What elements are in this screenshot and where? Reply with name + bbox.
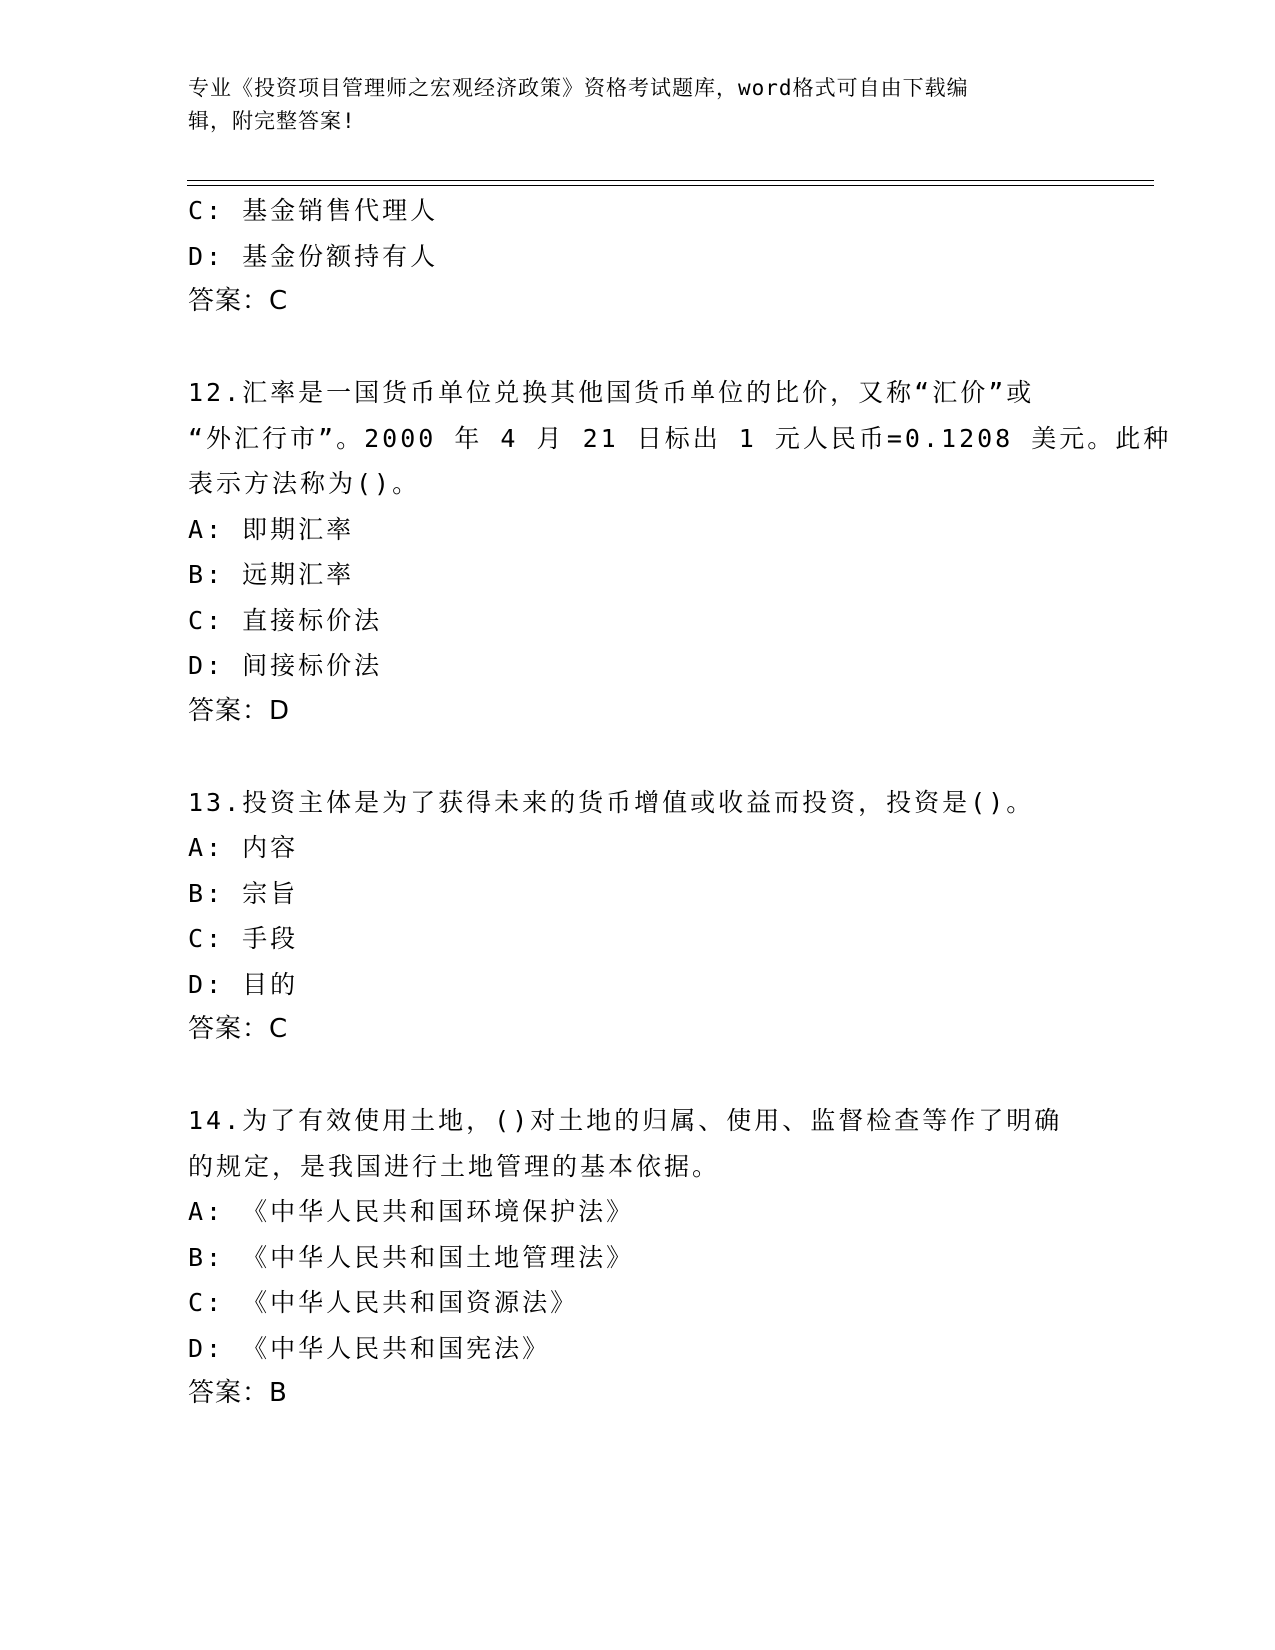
header-line: 辑，附完整答案! — [188, 109, 356, 133]
question-stem: 12.汇率是一国货币单位兑换其他国货币单位的比价，又称“汇价”或 — [188, 378, 1035, 407]
answer-line: 答案：C — [188, 1014, 289, 1044]
question-12 — [188, 370, 1172, 734]
question-stem: 13.投资主体是为了获得未来的货币增值或收益而投资，投资是()。 — [188, 787, 1035, 817]
spacer — [188, 325, 1088, 371]
option-a: A: 《中华人民共和国环境保护法》 — [188, 1197, 635, 1226]
option-c: C: 直接标价法 — [188, 605, 383, 635]
question-14 — [188, 1098, 1088, 1417]
spacer — [188, 734, 1088, 780]
answer-line: 答案：B — [188, 1378, 288, 1408]
option-b: B: 远期汇率 — [188, 560, 355, 589]
question-stem: 14.为了有效使用土地，()对土地的归属、使用、监督检查等作了明确 — [188, 1106, 1063, 1135]
option-c: C: 《中华人民共和国资源法》 — [188, 1288, 579, 1317]
option-d: D: 《中华人民共和国宪法》 — [188, 1333, 551, 1363]
question-fragment — [188, 188, 1088, 325]
spacer — [188, 1053, 1088, 1099]
header-divider — [187, 180, 1154, 181]
option-d: D: 基金份额持有人 — [188, 241, 439, 271]
option-c: C: 基金销售代理人 — [188, 196, 439, 225]
document-header — [188, 72, 1088, 138]
option-a: A: 即期汇率 — [188, 514, 355, 544]
answer-line: 答案：D — [188, 695, 291, 726]
question-stem: 表示方法称为()。 — [188, 469, 421, 498]
option-b: B: 《中华人民共和国土地管理法》 — [188, 1242, 635, 1272]
question-stem: 的规定，是我国进行土地管理的基本依据。 — [188, 1151, 721, 1181]
question-13 — [188, 780, 1088, 1053]
header-divider — [187, 185, 1154, 186]
option-b: B: 宗旨 — [188, 878, 299, 908]
option-a: A: 内容 — [188, 833, 299, 862]
answer-line: 答案：C — [188, 286, 289, 316]
header-line: 专业《投资项目管理师之宏观经济政策》资格考试题库，word格式可自由下载编 — [188, 76, 969, 100]
option-d: D: 间接标价法 — [188, 651, 383, 680]
question-list — [188, 188, 1172, 1417]
question-stem: “外汇行市”。2000 年 4 月 21 日标出 1 元人民币=0.1208 美元。此种 — [188, 423, 1172, 453]
option-c: C: 手段 — [188, 924, 299, 953]
option-d: D: 目的 — [188, 969, 299, 999]
